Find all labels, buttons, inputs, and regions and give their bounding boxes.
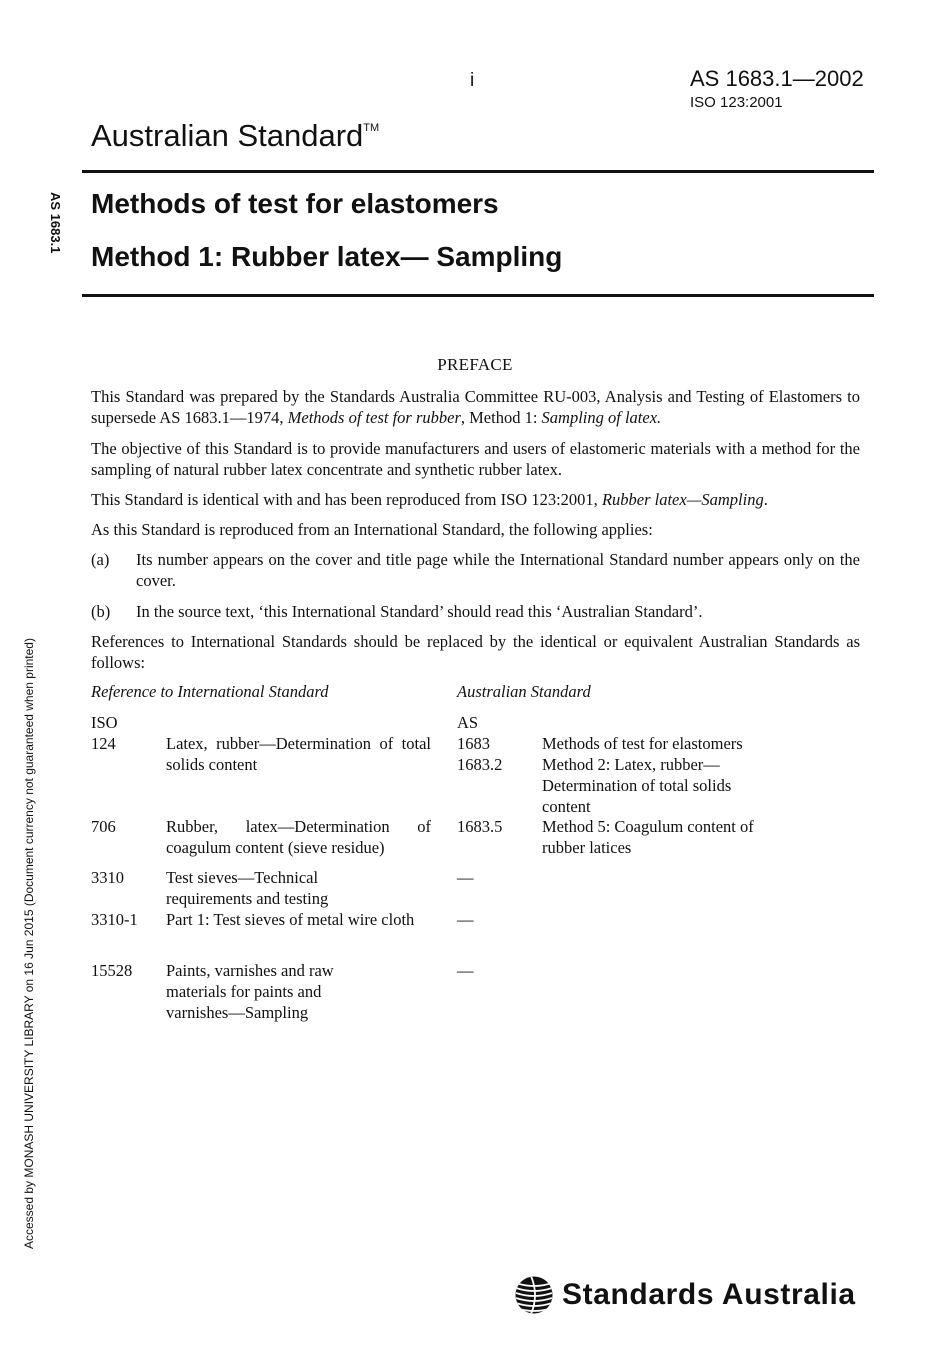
list-item-a	[91, 549, 860, 591]
as-number-cell: —	[457, 910, 474, 929]
brand-text: Australian Standard	[91, 118, 364, 153]
logo-text: Standards Australia	[562, 1278, 856, 1311]
as-number-cell: 1683.2	[457, 755, 503, 774]
preface-paragraph-4: As this Standard is reproduced from an International Standard, the following applies:	[91, 520, 653, 539]
iso-number-cell: 124	[91, 734, 116, 753]
as-number-cell: 1683.5	[457, 817, 503, 836]
trademark-symbol: TM	[363, 122, 380, 134]
iso-label: ISO	[91, 713, 118, 732]
as-title-cell: Method 2: Latex, rubber—Determination of total solids content	[542, 755, 732, 816]
standard-number: AS 1683.1—2002	[690, 66, 864, 91]
as-title-cell: Method 5: Coagulum content of rubber latices	[542, 817, 754, 857]
standards-australia-globe-icon	[514, 1275, 554, 1315]
iso-title-cell: Test sieves—Technical requirements and testing	[166, 868, 329, 908]
iso-title-cell: Latex, rubber—Determination of total solids content	[166, 734, 431, 774]
preface-heading: PREFACE	[437, 355, 513, 374]
document-title: Methods of test for elastomers	[91, 188, 499, 219]
list-item-text: In the source text, ‘this International Standard’ should read this ‘Australian Standard’.	[136, 602, 703, 621]
iso-number-cell: 706	[91, 817, 116, 836]
preface-paragraph-3: This Standard is identical with and has been reproduced from ISO 123:2001, Rubber latex—Sampling.	[91, 490, 768, 509]
iso-number-cell: 3310	[91, 868, 124, 887]
iso-title-cell: Paints, varnishes and raw materials for paints and varnishes—Sampling	[166, 961, 334, 1022]
iso-number-cell: 3310-1	[91, 910, 138, 929]
iso-number-cell: 15528	[91, 961, 133, 980]
iso-title-cell: Rubber, latex—Determination of coagulum content (sieve residue)	[166, 817, 431, 857]
iso-number: ISO 123:2001	[690, 94, 783, 111]
brand-title	[91, 118, 379, 154]
preface-paragraph-2: The objective of this Standard is to provide manufacturers and users of elastomeric materials with a method for the sampling of natural rubber latex concentrate and synthetic rubber latex.	[91, 439, 860, 479]
spine-label: AS 1683.1	[48, 192, 63, 254]
top-rule	[82, 170, 874, 173]
list-item-b	[91, 601, 860, 622]
access-note: Accessed by MONASH UNIVERSITY LIBRARY on 16 Jun 2015 (Document currency not guaranteed when printed)	[22, 638, 36, 1249]
list-item-label: (a)	[91, 550, 110, 569]
as-number-cell: —	[457, 868, 474, 887]
international-column-header: Reference to International Standard	[91, 682, 329, 701]
standards-australia-logo	[514, 1275, 856, 1315]
iso-title-cell: Part 1: Test sieves of metal wire cloth	[166, 910, 415, 929]
as-title-cell: Methods of test for elastomers	[542, 734, 743, 753]
as-number-cell: 1683	[457, 734, 490, 753]
preface-paragraph-1: This Standard was prepared by the Standards Australia Committee RU-003, Analysis and Testing of Elastomers to supersede AS 1683.1—1974, Methods of test for rubber, Method 1: Sampling of latex.	[91, 387, 860, 427]
australian-column-header: Australian Standard	[457, 682, 591, 701]
as-label: AS	[457, 713, 479, 732]
preface-paragraph-5: References to International Standards should be replaced by the identical or equivalent Australian Standards as follows:	[91, 632, 860, 672]
bottom-rule	[82, 294, 874, 297]
page-number: i	[470, 70, 475, 91]
list-item-label: (b)	[91, 602, 111, 621]
list-item-text: Its number appears on the cover and title page while the International Standard number appears only on the cover.	[136, 550, 860, 590]
as-number-cell: —	[457, 961, 474, 980]
document-subtitle: Method 1: Rubber latex— Sampling	[91, 241, 563, 272]
